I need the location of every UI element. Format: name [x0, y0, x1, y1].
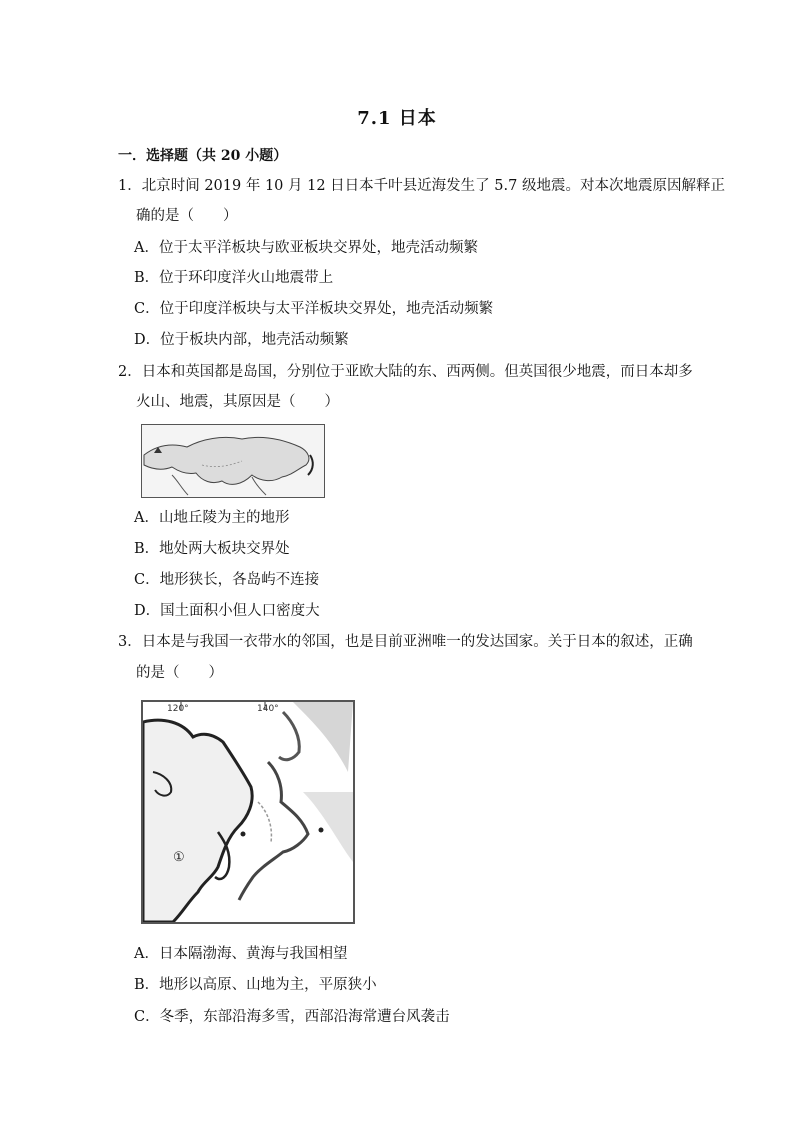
q2-option-b: B．地处两大板块交界处 [134, 541, 290, 557]
q1-option-c: C．位于印度洋板块与太平洋板块交界处，地壳活动频繁 [134, 301, 494, 317]
eurasia-map-drawing [142, 425, 324, 497]
map-label-120: 120° [167, 704, 189, 714]
q3-stem-line1: 3．日本是与我国一衣带水的邻国，也是目前亚洲唯一的发达国家。关于日本的叙述，正确 [118, 634, 693, 650]
q2-option-a: A．山地丘陵为主的地形 [134, 510, 290, 526]
page-title: 7.1 日本 [357, 108, 437, 129]
q1-stem-line1: 1．北京时间 2019 年 10 月 12 日日本千叶县近海发生了 5.7 级地震。对本次地震原因解释正 [118, 178, 725, 194]
q1-option-b: B．位于环印度洋火山地震带上 [134, 270, 334, 286]
q2-option-c: C．地形狭长，各岛屿不连接 [134, 572, 320, 588]
q2-stem-line1: 2．日本和英国都是岛国，分别位于亚欧大陆的东、西两侧。但英国很少地震，而日本却多 [118, 364, 693, 380]
q1-option-a: A．位于太平洋板块与欧亚板块交界处，地壳活动频繁 [134, 240, 478, 256]
q3-option-a: A．日本隔渤海、黄海与我国相望 [134, 946, 348, 962]
q3-stem-line2: 的是（ ） [136, 665, 223, 681]
q1-stem-line2: 确的是（ ） [136, 208, 238, 224]
section-heading: 一．选择题（共 20 小题） [118, 148, 288, 164]
map-label-140: 140° [257, 704, 279, 714]
japan-region-map-figure [141, 700, 355, 924]
q1-option-d: D．位于板块内部，地壳活动频繁 [134, 332, 349, 348]
japan-region-map-drawing [143, 702, 353, 922]
eurasia-map-figure [141, 424, 325, 498]
map-label-mark-1: ① [173, 850, 185, 865]
q3-option-c: C．冬季，东部沿海多雪，西部沿海常遭台风袭击 [134, 1009, 450, 1025]
q2-option-d: D．国土面积小但人口密度大 [134, 603, 320, 619]
q3-option-b: B．地形以高原、山地为主，平原狭小 [134, 977, 377, 993]
q2-stem-line2: 火山、地震，其原因是（ ） [136, 394, 339, 410]
